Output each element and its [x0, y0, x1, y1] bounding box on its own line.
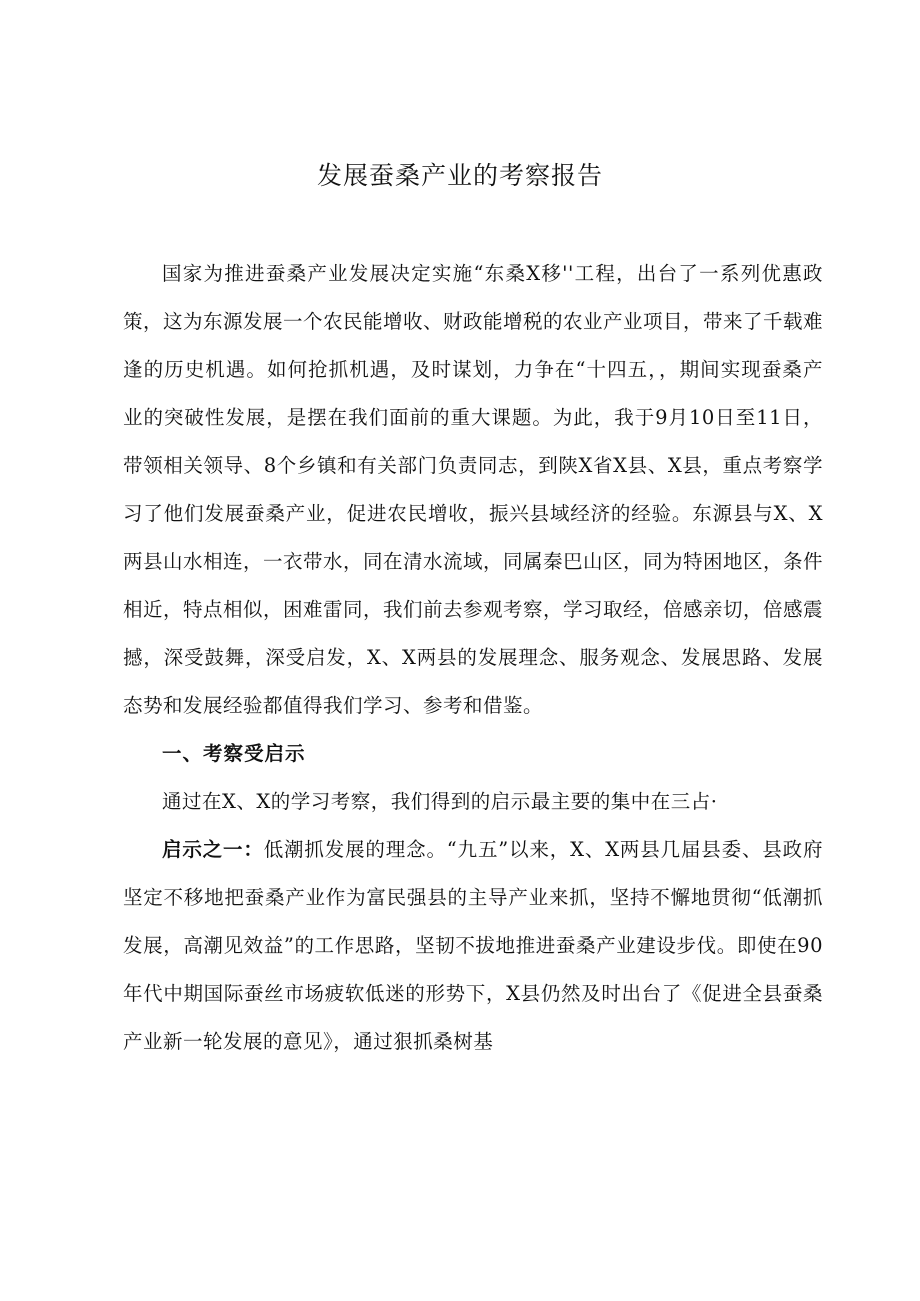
insight-lead: 启示之一：	[162, 838, 264, 861]
document-body	[123, 250, 823, 1066]
document-title: 发展蚕桑产业的考察报告	[316, 161, 603, 190]
body-paragraph: 国家为推进蚕桑产业发展决定实施“东桑X移''工程，出台了一系列优惠政策，这为东源发展一个农民能增收、财政能增税的农业产业项目，带来了千载难逢的历史机遇。如何抢抓机遇，及时谋划，力争在“十四五，，期间实现蚕桑产业的突破性发展，是摆在我们面前的重大课题。为此，我于9月10日至11日，带领相关领导、8个乡镇和有关部门负责同志，到陕X省X县、X县，重点考察学习了他们发展蚕桑产业，促进农民增收，振兴县域经济的经验。东源县与X、X两县山水相连，一衣带水，同在清水流域，同属秦巴山区，同为特困地区，条件相近，特点相似，困难雷同，我们前去参观考察，学习取经，倍感亲切，倍感震撼，深受鼓舞，深受启发，X、X两县的发展理念、服务观念、发展思路、发展态势和发展经验都值得我们学习、参考和借鉴。	[123, 262, 824, 717]
insight-text: 低潮抓发展的理念。“九五”以来，X、X两县几届县委、县政府坚定不移地把蚕桑产业作为富民强县的主导产业来抓，坚持不懈地贯彻“低潮抓发展，高潮见效益”的工作思路，坚韧不拔地推进蚕桑产业建设步伐。即使在90年代中期国际蚕丝市场疲软低迷的形势下，X县仍然及时出台了《促进全县蚕桑产业新一轮发展的意见》，通过狠抓桑树基	[123, 838, 823, 1053]
section-heading: 一、考察受启示	[162, 742, 306, 765]
insight-paragraph	[123, 826, 823, 1066]
intro-paragraph: 通过在X、X的学习考察，我们得到的启示最主要的集中在三占·	[162, 790, 718, 813]
